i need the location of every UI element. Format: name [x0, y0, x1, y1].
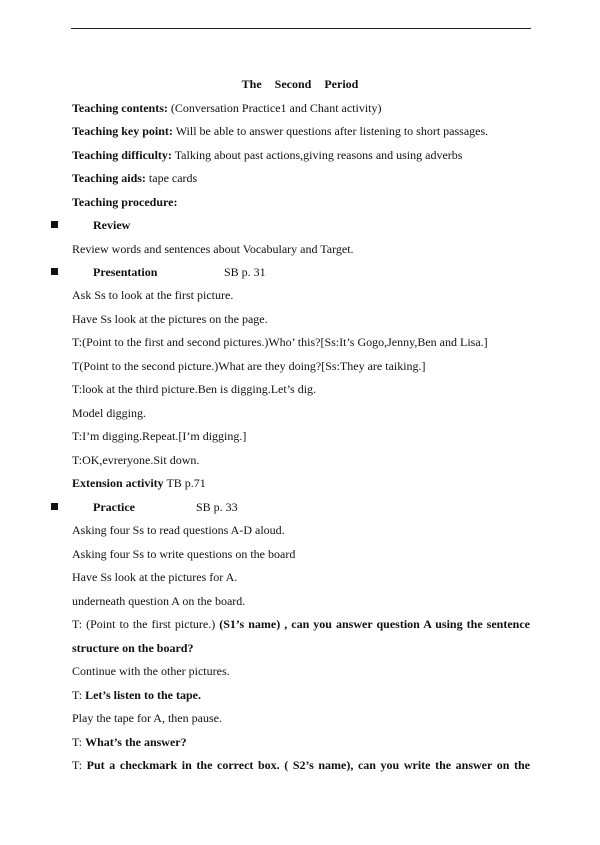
practice-line: Asking four Ss to write questions on the board — [72, 547, 296, 561]
difficulty-line — [72, 147, 462, 163]
practice-line: underneath question A on the board. — [72, 594, 246, 608]
presentation-ref: SB p. 31 — [224, 265, 266, 279]
presentation-line: T:I’m digging.Repeat.[I’m digging.] — [72, 429, 247, 443]
practice-bullet-icon — [51, 503, 58, 510]
practice-checkmark-line: T: Put a checkmark in the correct box. ( S2’s name), can you write the answer on the — [72, 758, 530, 772]
practice-ref: SB p. 33 — [196, 500, 238, 514]
aids-label: Teaching aids: — [72, 171, 146, 185]
contents-label: Teaching contents: — [72, 101, 168, 115]
difficulty-value: Talking about past actions,giving reasons and using adverbs — [171, 148, 463, 162]
review-text: Review words and sentences about Vocabulary and Target. — [72, 242, 354, 256]
practice-line: Have Ss look at the pictures for A. — [72, 570, 238, 584]
presentation-line: T:look at the third picture.Ben is digging.Let’s dig. — [72, 382, 317, 396]
presentation-line: T:(Point to the first and second pictures.)Who’ this?[Ss:It’s Gogo,Jenny,Ben and Lisa.] — [72, 335, 488, 349]
review-heading: Review — [93, 218, 131, 232]
extension-label: Extension activity — [72, 476, 164, 490]
presentation-bullet-icon — [51, 268, 58, 275]
practice-line: Asking four Ss to read questions A-D aloud. — [72, 523, 285, 537]
review-bullet-icon — [51, 221, 58, 228]
procedure-line — [72, 194, 177, 210]
extension-line — [72, 475, 206, 491]
practice-listen-line: T: Let’s listen to the tape. — [72, 688, 201, 702]
presentation-line: T(Point to the second picture.)What are they doing?[Ss:They are taiking.] — [72, 359, 426, 373]
practice-play-line: Play the tape for A, then pause. — [72, 711, 222, 725]
practice-continue: Continue with the other pictures. — [72, 664, 230, 678]
practice-heading: Practice — [93, 500, 135, 514]
difficulty-label: Teaching difficulty: — [72, 148, 172, 162]
procedure-label: Teaching procedure: — [72, 195, 178, 209]
key-point-line — [72, 123, 488, 139]
header-rule — [71, 28, 531, 29]
presentation-line: Ask Ss to look at the first picture. — [72, 288, 234, 302]
key-point-value: Will be able to answer questions after listening to short passages. — [172, 124, 489, 138]
contents-line — [72, 100, 382, 116]
page-title: The Second Period — [241, 77, 359, 91]
practice-question-line: T: (Point to the first picture.) (S1’s name) , can you answer question A using the sentence — [72, 617, 530, 631]
presentation-line: Model digging. — [72, 406, 146, 420]
practice-answer-line: T: What’s the answer? — [72, 735, 187, 749]
aids-line — [72, 170, 197, 186]
contents-value: (Conversation Practice1 and Chant activity) — [167, 101, 382, 115]
presentation-line: Have Ss look at the pictures on the page. — [72, 312, 268, 326]
aids-value: tape cards — [145, 171, 198, 185]
key-point-label: Teaching key point: — [72, 124, 173, 138]
presentation-line: T:OK,evreryone.Sit down. — [72, 453, 200, 467]
presentation-heading: Presentation — [93, 265, 158, 279]
practice-question-cont: structure on the board? — [72, 641, 194, 655]
extension-ref: TB p.71 — [163, 476, 206, 490]
